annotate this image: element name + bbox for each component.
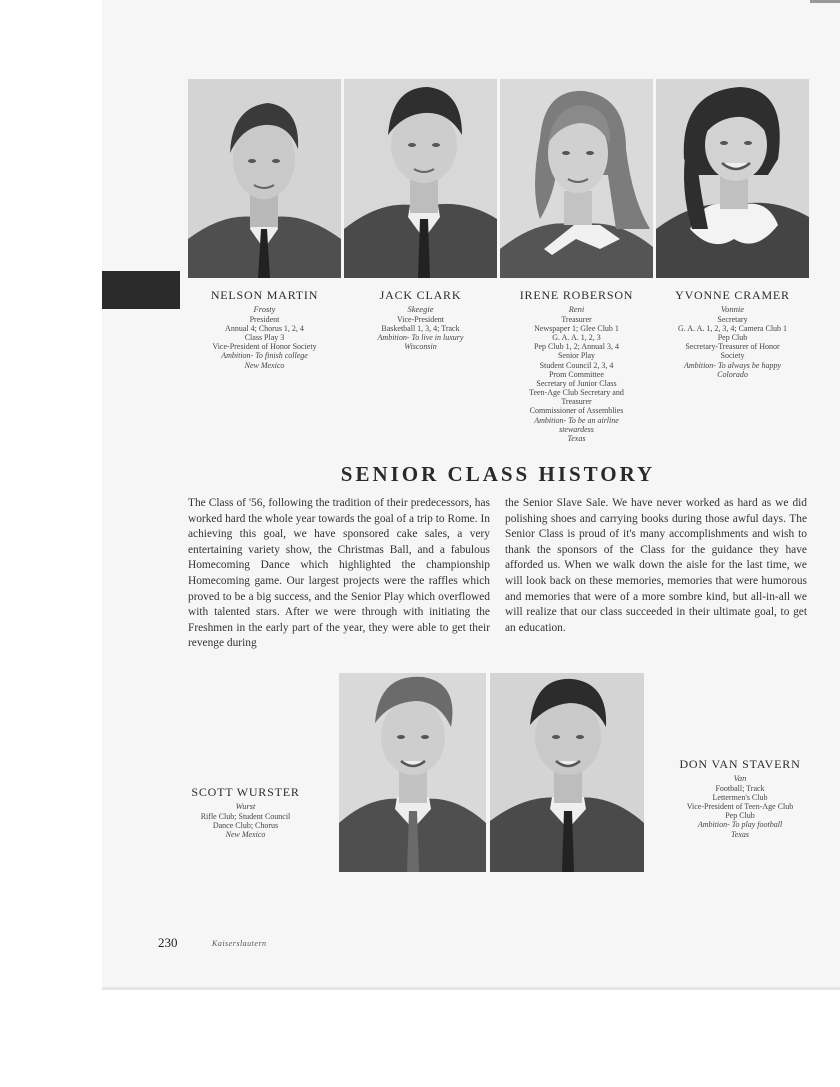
portrait-photo-jack-clark xyxy=(344,79,497,278)
nickname: Frosty xyxy=(253,303,276,314)
activity-line: Vice-President of Teen-Age Club xyxy=(686,801,794,811)
activity-line: Lettermen's Club xyxy=(712,792,768,802)
activity-line: Vice-President of Honor Society xyxy=(212,342,317,352)
office: Treasurer xyxy=(561,314,592,324)
caption-yvonne-cramer xyxy=(656,289,809,379)
home-state: New Mexico xyxy=(244,360,285,370)
activity-line: Dance Club; Chorus xyxy=(212,820,279,830)
activity-line: Teen-Age Club Secretary and xyxy=(529,388,624,398)
nickname: Wurst xyxy=(235,800,256,811)
activity-line: Basketball 1, 3, 4; Track xyxy=(381,323,460,333)
student-name: DON VAN STAVERN xyxy=(679,757,801,771)
caption-scott-wurster xyxy=(178,786,313,839)
activity-line: Pep Club xyxy=(725,811,755,821)
office: Secretary xyxy=(717,314,748,324)
activity-line: Rifle Club; Student Council xyxy=(200,811,291,821)
office: Vice-President xyxy=(396,314,445,324)
caption-irene-roberson xyxy=(500,289,653,443)
activity-line: Commissioner of Assemblies xyxy=(529,406,624,416)
activity-line: Secretary of Junior Class xyxy=(536,378,617,388)
ambition: Ambition- To live in luxury xyxy=(377,332,464,342)
nickname: Reni xyxy=(568,303,585,314)
activity-line: Pep Club xyxy=(717,332,748,342)
office: President xyxy=(249,314,280,324)
page-edge xyxy=(102,987,840,990)
student-name: YVONNE CRAMER xyxy=(675,288,790,302)
ambition: Ambition- To play football xyxy=(697,820,783,830)
activity-line: Football; Track xyxy=(715,783,765,793)
activity-line: Senior Play xyxy=(557,351,596,361)
activity-line: Annual 4; Chorus 1, 2, 4 xyxy=(225,323,304,333)
corner-mark xyxy=(810,0,840,3)
home-state: New Mexico xyxy=(225,829,266,839)
portrait-photo-yvonne-cramer xyxy=(656,79,809,278)
nickname: Vonnie xyxy=(720,303,745,314)
caption-nelson-martin xyxy=(188,289,341,370)
ambition: Ambition- To always be happy xyxy=(683,360,782,370)
portrait-photo-scott-wurster xyxy=(339,673,486,872)
activity-line: Secretary-Treasurer of Honor xyxy=(685,342,780,352)
home-state: Wisconsin xyxy=(404,342,437,352)
history-column-right: the Senior Slave Sale. We have never worked as hard as we did polishing shoes and carrying books during those awful days. The Senior Class is proud of it's many accomplishments and wish to thank the sponsors of the Class for the guidance they have afforded us. When we walk down the aisle for the last time, we will look back on these memories, memories that were humorous and memories that were of a more sombre kind, but all-in-all we will realize that our class succeeded in their ultimate goal, to get an education. xyxy=(505,497,807,634)
page-tab-marker xyxy=(102,271,180,309)
caption-don-van-stavern xyxy=(660,758,820,839)
history-column-left: The Class of '56, following the tradition of their predecessors, has worked hard the whole year towards the goal of a trip to Rome. In achieving this goal, we have sponsored cake sales, a very entertaining variety show, the Christmas Ball, and a fabulous Homecoming Dance which highlighted the championship Homecoming game. Our largest projects were the raffles which proved to be a big success, and the Senior Play which overflowed with talented stars. After we were through with initiating the Freshmen in the early part of the year, they were able to get their revenge during xyxy=(188,497,490,650)
publication-name: Kaiserslautern xyxy=(212,939,267,948)
home-state: Colorado xyxy=(717,369,748,379)
student-name: JACK CLARK xyxy=(379,288,462,302)
activity-line: Student Council 2, 3, 4 xyxy=(539,360,614,370)
activity-line: Pep Club 1, 2; Annual 3, 4 xyxy=(534,342,619,352)
home-state: Texas xyxy=(731,829,749,839)
nickname: Van xyxy=(733,772,747,783)
activity-line: Society xyxy=(720,351,745,361)
activity-line: G. A. A. 1, 2, 3 xyxy=(552,332,601,342)
activity-line: Newspaper 1; Glee Club 1 xyxy=(534,323,619,333)
activity-line: Class Play 3 xyxy=(244,332,285,342)
ambition: Ambition- To be an airline xyxy=(534,415,619,425)
activity-line: Prom Committee xyxy=(549,369,604,379)
home-state: Texas xyxy=(567,434,586,443)
ambition: stewardess xyxy=(559,424,594,434)
student-name: NELSON MARTIN xyxy=(210,288,319,302)
portrait-photo-don-van-stavern xyxy=(490,673,644,872)
student-name: IRENE ROBERSON xyxy=(519,288,634,302)
activity-line: G. A. A. 1, 2, 3, 4; Camera Club 1 xyxy=(677,323,788,333)
ambition: Ambition- To finish college xyxy=(221,351,308,361)
portrait-photo-nelson-martin xyxy=(188,79,341,278)
portrait-photo-irene-roberson xyxy=(500,79,653,278)
page-number: 230 xyxy=(158,935,178,950)
student-name: SCOTT WURSTER xyxy=(191,785,300,799)
activity-line: Treasurer xyxy=(561,397,592,407)
caption-jack-clark xyxy=(344,289,497,351)
nickname: Skeegie xyxy=(407,303,434,314)
section-title: SENIOR CLASS HISTORY xyxy=(340,462,656,486)
